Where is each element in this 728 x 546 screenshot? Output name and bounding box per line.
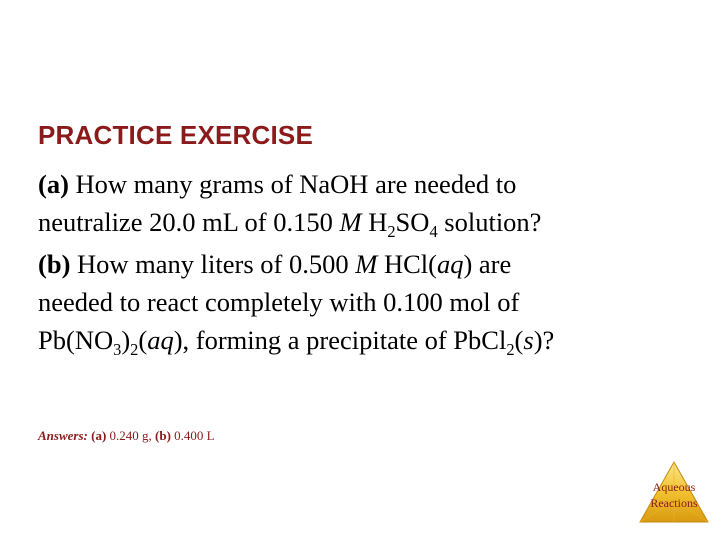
logo-text-aqueous: Aqueous	[652, 480, 696, 494]
question-a-line-1	[38, 165, 541, 203]
logo-text-reactions: Reactions	[650, 496, 698, 510]
molarity-symbol-a: M	[339, 207, 362, 237]
answers-line	[38, 428, 215, 444]
formula-close-paren: )	[121, 325, 131, 355]
answers-label: Answers:	[38, 428, 88, 443]
formula-hcl: HCl(	[383, 249, 437, 279]
part-a-label: (a)	[38, 169, 69, 199]
question-a-text-1: How many grams of NaOH are needed to	[75, 169, 517, 199]
formula-h-sub: 2	[387, 221, 396, 241]
question-b-text-2: ) are	[463, 249, 512, 279]
part-b-label: (b)	[38, 249, 71, 279]
phase-aq-1: aq	[436, 249, 464, 279]
answer-b-label: (b)	[155, 428, 171, 443]
phase-open-paren-2: (	[138, 325, 148, 355]
formula-pbno: Pb(NO	[38, 325, 114, 355]
formula-h: H	[368, 207, 388, 237]
phase-aq-2: aq	[147, 325, 174, 355]
aqueous-reactions-logo	[638, 460, 710, 524]
formula-pb-sub: 2	[130, 339, 139, 359]
question-b-text-3: ), forming a precipitate of PbCl	[173, 325, 507, 355]
question-b-text-1: How many liters of 0.500	[77, 249, 349, 279]
answer-b-value: 0.400 L	[174, 428, 215, 443]
answer-a-value: 0.240 g,	[109, 428, 152, 443]
question-a	[38, 165, 541, 241]
question-b-line-1	[38, 245, 554, 283]
formula-no3-sub: 3	[113, 339, 122, 359]
question-a-text-3: solution?	[444, 207, 542, 237]
question-a-line-2	[38, 203, 541, 241]
formula-cl-sub: 2	[506, 339, 515, 359]
answer-a-label: (a)	[91, 428, 107, 443]
question-b-line-3	[38, 321, 554, 359]
formula-so-sub: 4	[429, 221, 438, 241]
question-b-line-2: needed to react completely with 0.100 mol of	[38, 287, 520, 317]
question-a-text-2: neutralize 20.0 mL of 0.150	[38, 207, 333, 237]
formula-so: SO	[395, 207, 430, 237]
molarity-symbol-b: M	[355, 249, 378, 279]
phase-open-paren-3: (	[514, 325, 524, 355]
phase-s: s	[523, 325, 534, 355]
question-b	[38, 245, 554, 359]
question-b-text-4: )?	[533, 325, 555, 355]
exercise-heading: PRACTICE EXERCISE	[38, 120, 314, 150]
